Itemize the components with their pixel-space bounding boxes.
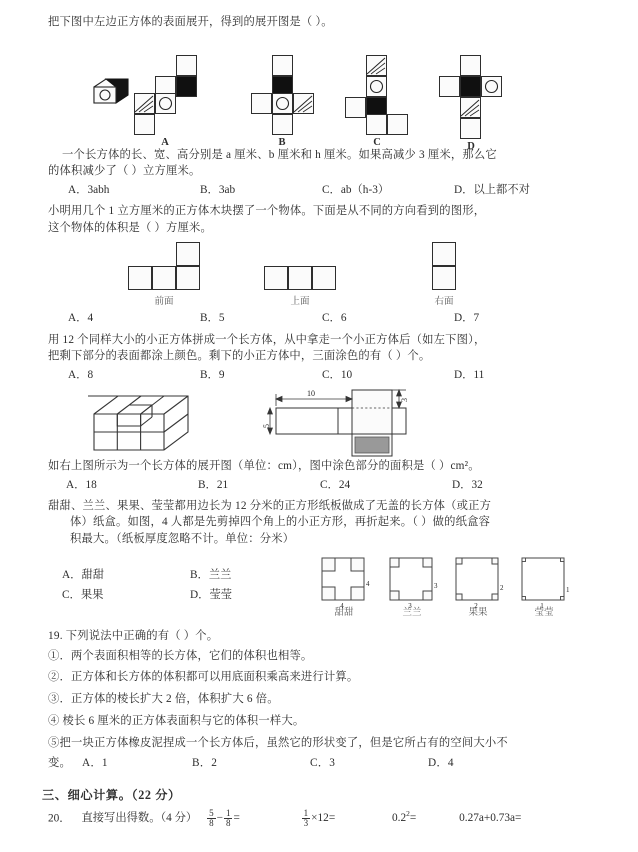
question-17 [0,458,638,475]
svg-text:4: 4 [340,601,344,610]
question-20-instruction: 直接写出得数。（4 分） [81,812,198,825]
question-19-statements [0,648,638,752]
question-19-number: 19. [48,629,63,642]
statement-marker: ① [48,649,60,662]
question-16-line2: 把剩下部分的表面都涂上颜色。剩下的小正方体中，三面涂色的有（ ）个。 [48,350,431,363]
question-18-line1: 甜甜、兰兰、果果、莹莹都用边长为 12 分米的正方形纸板做成了无盖的长方体（或正方 [48,499,492,512]
paper-figure-tiantian [318,556,370,610]
source-cube-icon [92,75,132,109]
svg-text:2: 2 [500,583,504,592]
option-b[interactable]: B．9 [200,369,225,382]
equals-sign: = [328,812,336,825]
question-14-options [0,181,638,197]
option-c[interactable]: C．6 [322,311,347,324]
section-heading: 三、细心计算。（22 分） [42,787,181,802]
minus-operator: − [216,812,223,825]
svg-text:4: 4 [366,579,370,588]
view-front-label: 前面 [154,296,174,307]
question-16-line1: 用 12 个同样大小的小正方体拼成一个长方体，从中拿走一个小正方体后（如左下图）， [48,333,486,346]
statement-text: ．正方体和长方体的体积都可以用底面积乘高来进行计算。 [59,671,359,684]
option-a[interactable]: A．4 [68,311,94,324]
option-c[interactable]: C．10 [322,369,353,382]
question-18-line3: 积最大。（纸板厚度忽略不计。单位：分米） [70,533,295,546]
question-19 [0,628,638,645]
fraction-denominator: 3 [303,818,309,829]
option-a[interactable]: A．甜甜 [62,568,105,581]
question-20-number: 20． [48,812,71,825]
question-16-17-figures [0,382,638,464]
question-18 [0,498,638,548]
option-d[interactable]: D．以上都不对 [454,184,530,197]
option-c[interactable]: C．3 [310,757,336,770]
times-operator: × [311,812,318,825]
statement-4 [48,713,604,730]
fraction-numerator: 1 [225,807,231,818]
question-18-line2: 体）纸盒。如图，4 人都是先剪掉四个角上的小正方形，再折起来。（ ）做的纸盒容 [70,516,491,529]
question-18-options [0,566,318,582]
option-label-b: B [278,136,286,148]
question-14-line2: 的体积减少了（ ）立方厘米。 [48,165,201,178]
fraction-1-8 [224,809,233,829]
net-dim-length: 10 [307,389,315,399]
option-b[interactable]: B．兰兰 [190,568,232,581]
fraction-denominator: 8 [225,818,231,829]
question-15-line2: 这个物体的体积是（ ）方厘米。 [48,221,212,234]
calc-item-1 [206,807,243,829]
cuboid-net-icon [262,384,426,464]
fraction-numerator: 5 [209,807,214,818]
option-label-a: A [161,136,169,148]
operand: 12 [317,812,329,825]
option-d[interactable]: D．4 [428,757,454,770]
question-17-text: 如右上图所示为一个长方体的展开图（单位：cm），图中涂色部分的面积是（ ）cm²。 [48,460,480,473]
option-label-c: C [373,136,381,148]
svg-text:3: 3 [408,601,412,610]
question-13-figures [0,31,638,152]
question-14 [0,147,638,180]
statement-marker: ④ [48,714,60,727]
net-dim-right: 3 [400,398,409,403]
question-16-options [0,366,638,382]
question-13-text: 把下图中左边正方体的表面展开，得到的展开图是（ ）。 [48,16,333,28]
power-exponent: 2 [406,809,410,819]
statement-marker: ③ [48,693,60,706]
svg-text:1: 1 [566,585,570,594]
question-16 [0,332,638,365]
option-d[interactable]: D．7 [454,311,480,324]
calc-item-4: 0.27a+0.73a= [459,812,522,825]
option-b[interactable]: B．3ab [200,184,236,197]
statement-2 [48,669,604,686]
hatch-icon-c [366,55,387,76]
option-a[interactable]: A．18 [66,478,97,491]
statement-marker: ② [48,671,60,684]
circle-icon-a [155,93,176,114]
question-19-stem-text: 下列说法中正确的有（ ）个。 [65,629,219,642]
power-base: 0.2 [392,812,407,825]
calc-item-3 [392,809,419,825]
option-c[interactable]: C．果果 [62,588,104,601]
statement-1 [48,648,604,665]
circle-icon-c [366,76,387,97]
paper-figure-yingying [518,556,570,610]
hatch-icon-b [293,93,314,114]
paper-label-3: 果果 [468,607,488,618]
cuboid-with-missing-cube-icon [88,388,194,458]
option-b[interactable]: B．5 [200,311,225,324]
question-19-last-line [0,755,638,772]
question-15-views [0,237,638,307]
statement-text: 把一块正方体橡皮泥捏成一个长方体后，虽然它的形状变了，但是它所占有的空间大小不 [59,736,508,749]
equals-sign: = [233,812,240,825]
option-d[interactable]: D．32 [452,478,483,491]
svg-text:3: 3 [434,581,438,590]
option-b[interactable]: B．21 [198,478,229,491]
fraction-denominator: 8 [209,818,214,829]
question-15-line1: 小明用几个 1 立方厘米的正方体木块摆了一个物体。下面是从不同的方向看到的图形， [48,205,486,218]
svg-text:2: 2 [474,601,478,610]
statement-text: 棱长 6 厘米的正方体表面积与它的体积一样大。 [59,714,305,727]
question-19-stem [48,628,604,645]
paper-figure-lanlan [386,556,438,610]
paper-label-1: 甜甜 [334,607,354,618]
statement-text: ．两个表面积相等的长方体，它们的体积也相等。 [59,649,313,662]
svg-text:1: 1 [540,601,544,610]
statement-3 [48,691,604,708]
question-15-options [0,309,638,325]
option-d[interactable]: D．11 [454,369,485,382]
net-dim-left: 5 [262,424,271,429]
paper-label-4: 莹莹 [534,607,554,618]
fraction-5-8 [207,809,216,829]
option-c[interactable]: C．24 [320,478,351,491]
hatch-icon-d [460,97,481,118]
circle-icon-d [481,76,502,97]
hatch-icon-a [134,93,155,114]
fraction-numerator: 1 [303,807,309,818]
view-right-label: 右面 [434,296,454,307]
fraction-1-3 [302,809,311,829]
question-14-line1: 一个长方体的长、宽、高分别是 a 厘米、b 厘米和 h 厘米。如果高减少 3 厘米，那么它 [62,148,497,161]
question-18-options-2 [0,586,318,602]
equals-sign: = [409,812,417,825]
calc-item-2 [301,807,338,829]
option-a[interactable]: A．8 [68,369,94,382]
option-label-d: D [467,140,475,152]
paper-label-2: 兰兰 [402,607,422,618]
option-a[interactable]: A．1 [82,757,108,770]
statement-marker: ⑤ [48,736,60,749]
statement-text: ．正方体的棱长扩大 2 倍，体积扩大 6 倍。 [59,693,279,706]
view-top-label: 上面 [290,296,310,307]
question-13 [0,0,638,31]
question-18-area [0,554,638,626]
option-c[interactable]: C．ab（h-3） [322,184,390,197]
option-d[interactable]: D．莹莹 [190,588,233,601]
paper-figure-guoguo [452,556,504,610]
question-15 [0,203,638,236]
statement-5 [48,735,604,752]
question-17-options [0,476,638,492]
option-a[interactable]: A．3abh [68,184,110,197]
last-line-text: 变。 [48,757,71,770]
option-b[interactable]: B．2 [192,757,218,770]
circle-icon-b [272,93,293,114]
question-20 [0,809,638,843]
